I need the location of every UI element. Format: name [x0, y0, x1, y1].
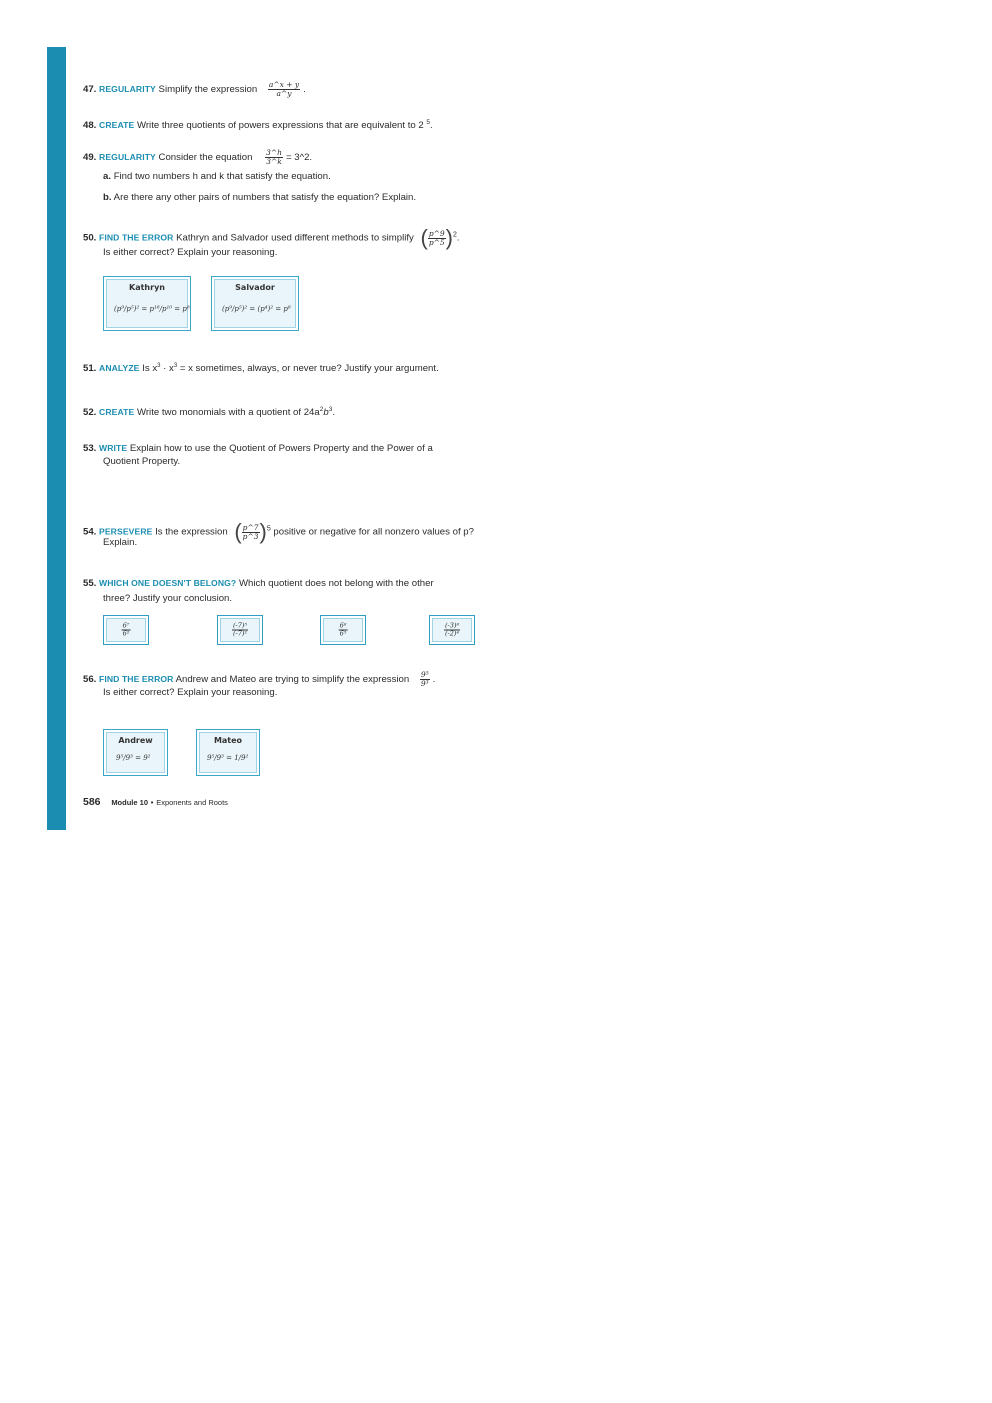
- mateo-work-box: Mateo 9⁵/9³ = 1/9²: [196, 729, 260, 776]
- question-48: 48. CREATE Write three quotients of powers expressions that are equivalent to 2 $^5$.: [83, 119, 433, 132]
- kathryn-work-box: Kathryn (p⁹/p⁵)² = p¹⁸/p¹⁰ = p⁸: [103, 276, 191, 331]
- page-number: 586: [83, 796, 101, 808]
- option-card-4[interactable]: $\frac{\text{(-3)⁸}}{\text{(-2)⁴}}$: [429, 615, 475, 645]
- question-56-line2: Is either correct? Explain your reasoning.: [103, 687, 278, 698]
- expression-fraction: $\frac{p\^{}9}{p\^{}5}$: [428, 228, 445, 247]
- question-49-part-a: a. Find two numbers h and k that satisfy the equation.: [103, 171, 331, 182]
- expression-fraction: $\frac{3\^{}h}{3\^{}k}$: [266, 148, 282, 166]
- option-card-2[interactable]: $\frac{\text{(-7)⁵}}{\text{(-7)²}}$: [217, 615, 263, 645]
- page-footer: 586 Module 10 • Exponents and Roots: [83, 796, 228, 808]
- question-55-line2: three? Justify your conclusion.: [103, 593, 233, 604]
- option-card-1[interactable]: $\frac{\text{6⁷}}{\text{6²}}$: [103, 615, 149, 645]
- question-52: 52. CREATE Write two monomials with a quotient of $24a^2b^3$.: [83, 406, 335, 419]
- side-color-bar: [47, 47, 66, 830]
- expression-fraction: $\frac{p\^{}7}{p\^{}3}$: [242, 522, 259, 541]
- question-49-part-b: b. Are there any other pairs of numbers that satisfy the equation? Explain.: [103, 192, 417, 203]
- question-53-line2: Quotient Property.: [103, 456, 181, 467]
- question-tag: REGULARITY: [99, 84, 156, 95]
- question-50: 50. FIND THE ERROR Kathryn and Salvador used different methods to simplify ( $\frac{p\^{}9}{p\^{}5}$ )$^2$.: [83, 225, 460, 250]
- expression-fraction: $\frac{\text{9⁵}}{\text{9³}}$: [420, 670, 429, 688]
- expression-fraction: $\frac{a\^{}x + y}{a\^{}y}$: [268, 80, 300, 98]
- question-47: 47. REGULARITY Simplify the expression $\frac{a\^{}x + y}{a\^{}y}$ .: [83, 80, 306, 98]
- option-card-3[interactable]: $\frac{\text{6⁸}}{\text{6⁵}}$: [320, 615, 366, 645]
- question-53: 53. WRITE Explain how to use the Quotient of Powers Property and the Power of a: [83, 443, 433, 454]
- question-51: 51. ANALYZE Is $x^3 \cdot x^3 = x$ sometimes, always, or never true? Justify your argument.: [83, 363, 439, 375]
- question-50-line2: Is either correct? Explain your reasoning.: [103, 247, 278, 258]
- question-56: 56. FIND THE ERROR Andrew and Mateo are trying to simplify the expression $\frac{\text{9⁵}}{\text{9³}}$ .: [83, 670, 436, 688]
- question-55: 55. WHICH ONE DOESN'T BELONG? Which quotient does not belong with the other: [83, 578, 434, 589]
- question-54-line2: Explain.: [103, 537, 138, 548]
- question-54: 54. PERSEVERE Is the expression ( $\frac{p\^{}7}{p\^{}3}$ )$^5$ positive or negative for all nonzero values of p?: [83, 519, 474, 544]
- salvador-work-box: Salvador (p⁹/p⁵)² = (p⁴)² = p⁸: [211, 276, 299, 331]
- andrew-work-box: Andrew 9⁵/9³ = 9²: [103, 729, 168, 776]
- question-49: 49. REGULARITY Consider the equation $\frac{3\^{}h}{3\^{}k}$ = 3^2.: [83, 148, 313, 166]
